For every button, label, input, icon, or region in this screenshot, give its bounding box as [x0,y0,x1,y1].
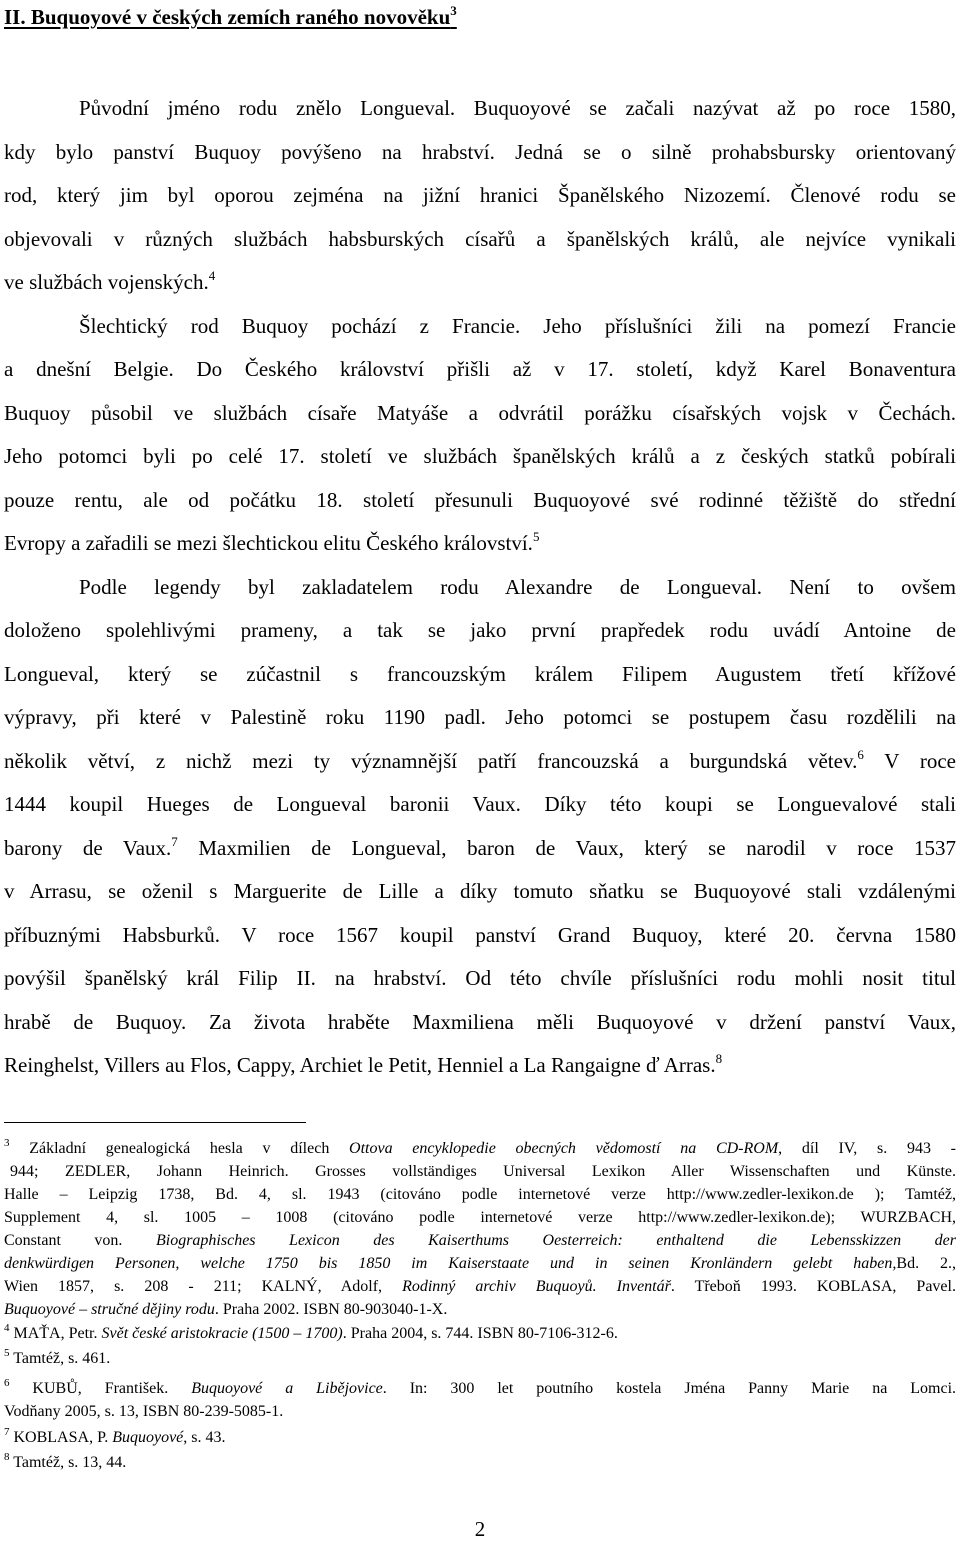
footnote-text: MAŤA, Petr. [9,1325,102,1342]
paragraph-2-text: Evropy a zařadili se mezi šlechtickou elitu Českého království. [4,531,533,555]
paragraph-3-line [4,835,956,861]
footnote-number: 5 [4,1347,10,1359]
cited-title: Buquoyové [112,1429,184,1446]
footnote-3-line: Supplement 4, sl. 1005 – 1008 (citováno podle internetové verze http://www.zedler-lexikon.de); WURZBACH, [4,1209,956,1226]
footnote-7 [4,1427,956,1449]
paragraph-3-text: V roce [863,749,956,773]
paragraph-3-text: barony de Vaux. [4,836,172,860]
paragraph-1-line: objevovali v různých službách habsburských císařů a španělských králů, ale nejvíce vynikali [4,227,956,251]
paragraph-1-line: rod, který jim byl oporou zejména na jižní hranici Španělského Nizozemí. Členové rodu se [4,183,956,207]
paragraph-3-line: doloženo spolehlivými prameny, a tak se jako první prapředek rodu uvádí Antoine de [4,618,956,642]
footnote-5 [4,1348,956,1370]
footnote-number: 3 [4,1137,10,1149]
cited-title: Ottova encyklopedie obecných vědomostí na CD-ROM [349,1140,779,1157]
cited-title: Buquoyové a Libějovice [191,1380,383,1397]
paragraph-2-line: pouze rentu, ale od počátku 18. století přesunuli Buquoyové své rodinné těžiště do střední [4,488,956,512]
footnote-ref: 7 [171,834,178,849]
cited-title: Svět české aristokracie (1500 – 1700) [101,1325,343,1342]
paragraph-1-line: kdy bylo panství Buquoy povýšeno na hrabství. Jedná se o silně prohabsbursky orientovaný [4,140,956,164]
paragraph-3-text: několik větví, z nichž mezi ty významnější patří francouzská a burgundská větev. [4,749,858,773]
footnote-4 [4,1323,956,1345]
cited-title: Biographisches Lexicon des Kaiserthums Oesterreich: enthaltend die Lebensskizzen der [155,1232,957,1249]
footnote-number: 7 [4,1426,10,1438]
cited-title: Rodinný archiv Buquoyů. Inventář [402,1278,671,1295]
footnote-text: Constant von. [4,1232,156,1249]
footnote-text: . In: 300 let poutního kostela Jména Panny Marie na Lomci. [382,1380,957,1397]
footnote-ref: 8 [715,1051,723,1066]
footnote-ref: 3 [450,3,457,18]
footnote-ref: 6 [857,747,864,762]
footnote-text: . Třeboň 1993. KOBLASA, Pavel. [670,1278,956,1295]
cited-title: Buquoyové – stručné dějiny rodu [4,1301,215,1318]
paragraph-2-line: Šlechtický rod Buquoy pochází z Francie. Jeho příslušníci žili na pomezí Francie [79,314,956,338]
footnote-text: , díl IV, s. 943 - [778,1140,957,1157]
footnote-text: . Praha 2002. ISBN 80-903040-1-X. [214,1301,448,1318]
paragraph-1-line [4,269,956,295]
footnote-text: Tamtéž, s. 13, 44. [9,1454,127,1471]
paragraph-3-line: hrabě de Buquoy. Za života hraběte Maxmiliena měli Buquoyové v držení panství Vaux, [4,1010,956,1034]
footnote-text: Základní genealogická hesla v dílech [9,1140,350,1157]
footnote-3 [4,1138,956,1160]
paragraph-2-line: Jeho potomci byli po celé 17. století ve službách španělských králů a z českých statků pobírali [4,444,956,468]
paragraph-3-line: 1444 koupil Hueges de Longueval baronii Vaux. Díky této koupi se Longuevalové stali [4,792,956,816]
paragraph-1-line: Původní jméno rodu znělo Longueval. Buquoyové se začali nazývat až po roce 1580, [79,96,956,120]
footnote-text: Bd. 2., [896,1255,957,1272]
chapter-heading-text: II. Buquoyové v českých zemích raného novověku [4,5,451,29]
footnote-text: KUBŮ, František. [9,1380,192,1397]
paragraph-3-line: příbuznými Habsburků. V roce 1567 koupil panství Grand Buquoy, které 20. června 1580 [4,923,956,947]
footnote-3-line [4,1276,956,1298]
paragraph-2-line: Buquoy působil ve službách císaře Matyáše a odvrátil porážku císařských vojsk v Čechách. [4,401,956,425]
paragraph-3-text: Reinghelst, Villers au Flos, Cappy, Archiet le Petit, Henniel a La Rangaigne ď Arras. [4,1053,716,1077]
footnote-3-line [4,1253,956,1275]
paragraph-3-line [4,1052,956,1078]
paragraph-3-text: Maxmilien de Longueval, baron de Vaux, který se narodil v roce 1537 [177,836,956,860]
footnote-3-line [4,1299,956,1321]
paragraph-3-line: Podle legendy byl zakladatelem rodu Alexandre de Longueval. Není to ovšem [79,575,956,599]
footnote-text: Wien 1857, s. 208 - 211; KALNÝ, Adolf, [4,1278,403,1295]
footnote-text: , s. 43. [183,1429,226,1446]
paragraph-2-line [4,530,956,556]
chapter-heading [4,4,457,30]
footnote-8 [4,1452,956,1474]
footnote-6 [4,1378,956,1400]
footnote-text: Tamtéž, s. 461. [9,1350,111,1367]
footnote-text: . Praha 2004, s. 744. ISBN 80-7106-312-6. [342,1325,618,1342]
paragraph-3-line: Longueval, který se zúčastnil s francouzským králem Filipem Augustem třetí křížové [4,662,956,686]
paragraph-3-line [4,748,956,774]
footnote-3-line [4,1230,956,1252]
footnote-separator [4,1122,306,1123]
footnote-number: 4 [4,1322,10,1334]
cited-title: denkwürdigen Personen, welche 1750 bis 1850 im Kaiserstaate und in seinen Kronländern gelebt haben, [4,1255,897,1272]
paragraph-3-line: v Arrasu, se oženil s Marguerite de Lille a díky tomuto sňatku se Buquoyové stali vzdálenými [4,879,956,903]
footnote-text: KOBLASA, P. [9,1429,113,1446]
footnote-3-line: 944; ZEDLER, Johann Heinrich. Grosses vollständiges Universal Lexikon Aller Wissenschaften und Künste. [10,1163,956,1180]
footnote-6-line: Vodňany 2005, s. 13, ISBN 80-239-5085-1. [4,1403,284,1420]
footnote-ref: 4 [208,268,216,283]
paragraph-2-line: a dnešní Belgie. Do Českého království přišli až v 17. století, když Karel Bonaventura [4,357,956,381]
footnote-number: 8 [4,1451,10,1463]
page-number: 2 [474,1517,486,1541]
footnote-3-line: Halle – Leipzig 1738, Bd. 4, sl. 1943 (citováno podle internetové verze http://www.zedler-lexikon.de ); Tamtéž, [4,1186,956,1203]
footnote-number: 6 [4,1377,10,1389]
paragraph-3-line: povýšil španělský král Filip II. na hrabství. Od této chvíle příslušníci rodu mohli nosit titul [4,966,956,990]
paragraph-1-text: ve službách vojenských. [4,270,209,294]
footnote-ref: 5 [532,529,540,544]
paragraph-3-line: výpravy, při které v Palestině roku 1190 padl. Jeho potomci se postupem času rozdělili na [4,705,956,729]
